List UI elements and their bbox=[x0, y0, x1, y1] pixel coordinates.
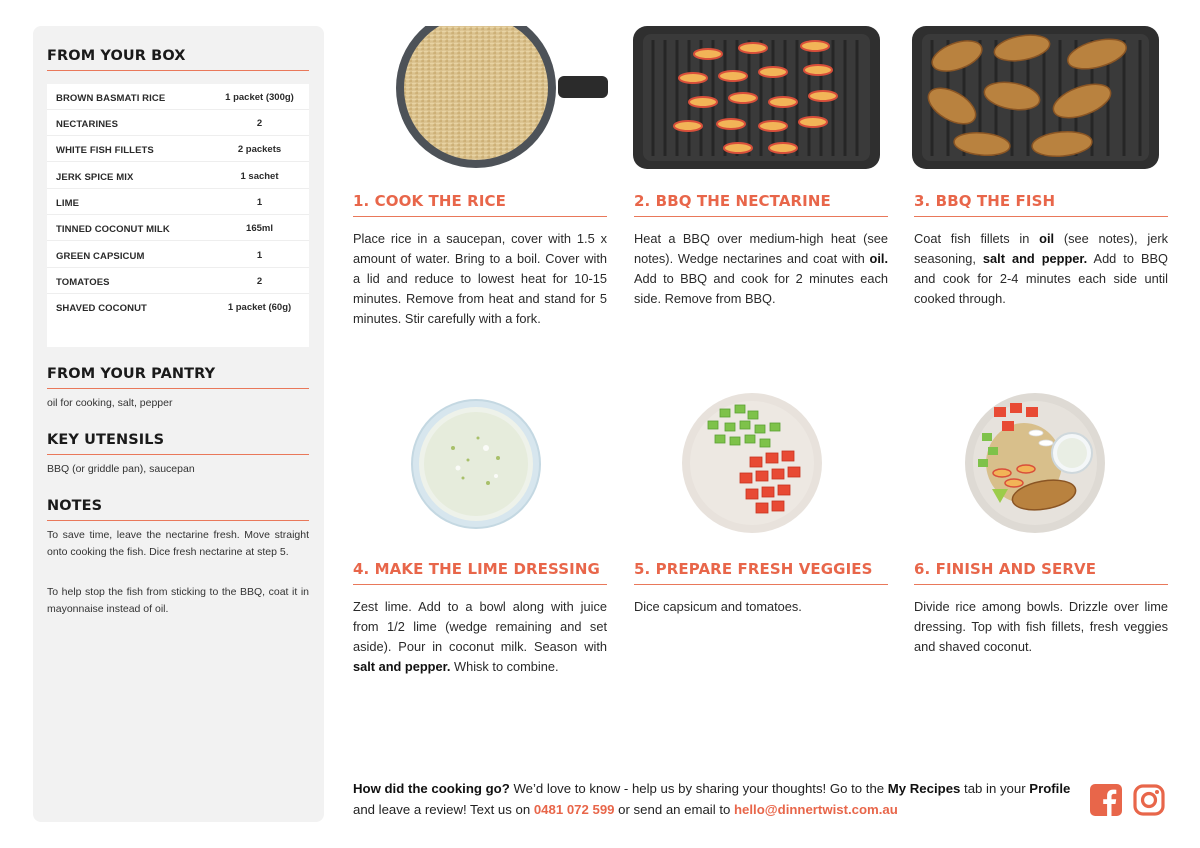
ingredient-name: TINNED COCONUT MILK bbox=[56, 224, 170, 235]
ingredient-row bbox=[47, 242, 309, 268]
text-run: Zest lime. Add to a bowl along with juice from 1/2 lime (wedge remaining and set aside). Pour in coconut milk. Season with bbox=[353, 599, 607, 654]
text-run: tab in your bbox=[960, 781, 1030, 796]
text-run: Add to BBQ and cook for 2 minutes each side. Remove from BBQ. bbox=[634, 271, 888, 306]
lime-dressing-image bbox=[408, 398, 544, 530]
ingredient-name: GREEN CAPSICUM bbox=[56, 251, 145, 262]
text-run: or send an email to bbox=[614, 802, 734, 817]
ingredient-qty: 2 packets bbox=[237, 144, 282, 155]
step-5-text bbox=[634, 597, 888, 617]
ingredient-row bbox=[47, 110, 309, 136]
step-2-text bbox=[634, 229, 888, 309]
ingredient-row bbox=[47, 136, 309, 162]
ingredient-qty: 1 bbox=[256, 250, 263, 261]
step-3-text bbox=[914, 229, 1168, 309]
ingredient-name: TOMATOES bbox=[56, 277, 110, 288]
ingredient-name: JERK SPICE MIX bbox=[56, 172, 134, 183]
text-run: Heat a BBQ over medium-high heat (see notes). Wedge nectarines and coat with bbox=[634, 231, 888, 266]
ingredient-qty: 1 bbox=[256, 197, 263, 208]
text-run: How did the cooking go? bbox=[353, 781, 510, 796]
notes-title: NOTES bbox=[47, 498, 309, 521]
contact-link[interactable]: hello@dinnertwist.com.au bbox=[734, 802, 898, 817]
text-run: Coat fish fillets in bbox=[914, 231, 1040, 246]
pantry-title: FROM YOUR PANTRY bbox=[47, 366, 309, 389]
note-2: To help stop the fish from sticking to the BBQ, coat it in mayonnaise instead of oil. bbox=[47, 586, 309, 615]
from-your-box-title: FROM YOUR BOX bbox=[47, 48, 309, 71]
ingredient-row bbox=[47, 294, 309, 320]
step-6-title: 6. FINISH AND SERVE bbox=[914, 560, 1168, 585]
text-run: and leave a review! Text us on bbox=[353, 802, 534, 817]
rice-pan-image bbox=[388, 26, 608, 169]
step-4-title: 4. MAKE THE LIME DRESSING bbox=[353, 560, 607, 585]
ingredient-qty: 1 packet (300g) bbox=[225, 92, 294, 103]
text-run: Dice capsicum and tomatoes. bbox=[634, 599, 802, 614]
instagram-icon[interactable] bbox=[1133, 784, 1165, 816]
contact-link[interactable]: 0481 072 599 bbox=[533, 802, 615, 817]
text-run: My Recipes bbox=[887, 781, 961, 796]
ingredients-table bbox=[47, 84, 309, 347]
step-1-text bbox=[353, 229, 607, 329]
utensils-text: BBQ (or griddle pan), saucepan bbox=[47, 463, 195, 475]
step-1-title: 1. COOK THE RICE bbox=[353, 192, 607, 217]
note-1: To save time, leave the nectarine fresh. Move straight onto cooking the fish. Dice fresh nectarine at step 5. bbox=[47, 529, 309, 558]
step-6-text bbox=[914, 597, 1168, 657]
ingredient-name: NECTARINES bbox=[56, 119, 119, 130]
text-run: Add to BBQ and cook for 2-4 minutes each side until cooked through. bbox=[914, 251, 1168, 306]
utensils-title: KEY UTENSILS bbox=[47, 432, 309, 455]
pantry-text: oil for cooking, salt, pepper bbox=[47, 397, 173, 409]
ingredient-row bbox=[47, 189, 309, 215]
text-run: We’d love to know - help us by sharing your thoughts! Go to the bbox=[509, 781, 888, 796]
sidebar bbox=[33, 26, 324, 822]
text-run: salt and pepper. bbox=[982, 251, 1088, 266]
ingredient-qty: 2 bbox=[256, 276, 263, 287]
ingredient-qty: 2 bbox=[256, 118, 263, 129]
ingredient-name: LIME bbox=[56, 198, 80, 209]
text-run: Profile bbox=[1029, 781, 1071, 796]
ingredient-row bbox=[47, 84, 309, 110]
feedback-footer bbox=[353, 778, 1075, 820]
step-3-title: 3. BBQ THE FISH bbox=[914, 192, 1168, 217]
ingredient-qty: 1 packet (60g) bbox=[227, 302, 292, 313]
ingredient-row bbox=[47, 163, 309, 189]
text-run: salt and pepper. bbox=[353, 659, 451, 674]
text-run: Whisk to combine. bbox=[450, 659, 559, 674]
grilled-fish-image bbox=[912, 26, 1159, 169]
text-run: Place rice in a saucepan, cover with 1.5 x amount of water. Bring to a boil. Cover with a lid and reduce to lowest heat for 10-15 minutes. Remove from heat and stand for 5 minutes. Stir carefully with a fork. bbox=[353, 231, 607, 326]
finished-dish-image bbox=[964, 393, 1106, 533]
grilled-nectarine-image bbox=[633, 26, 880, 169]
ingredient-name: BROWN BASMATI RICE bbox=[56, 93, 166, 104]
step-4-text bbox=[353, 597, 607, 677]
text-run: Divide rice among bowls. Drizzle over lime dressing. Top with fish fillets, fresh veggies and shaved coconut. bbox=[914, 599, 1168, 654]
ingredient-qty: 165ml bbox=[246, 223, 273, 234]
ingredient-row bbox=[47, 268, 309, 294]
text-run: oil. bbox=[869, 251, 888, 266]
ingredient-row bbox=[47, 215, 309, 241]
ingredient-qty: 1 sachet bbox=[240, 171, 279, 182]
ingredient-name: WHITE FISH FILLETS bbox=[56, 145, 154, 156]
text-run: oil bbox=[1039, 231, 1055, 246]
text-run: (see notes), jerk seasoning, bbox=[914, 231, 1168, 266]
step-5-title: 5. PREPARE FRESH VEGGIES bbox=[634, 560, 888, 585]
ingredient-name: SHAVED COCONUT bbox=[56, 303, 147, 314]
fresh-veggies-image bbox=[680, 393, 825, 533]
facebook-icon[interactable] bbox=[1090, 784, 1122, 816]
step-2-title: 2. BBQ THE NECTARINE bbox=[634, 192, 888, 217]
